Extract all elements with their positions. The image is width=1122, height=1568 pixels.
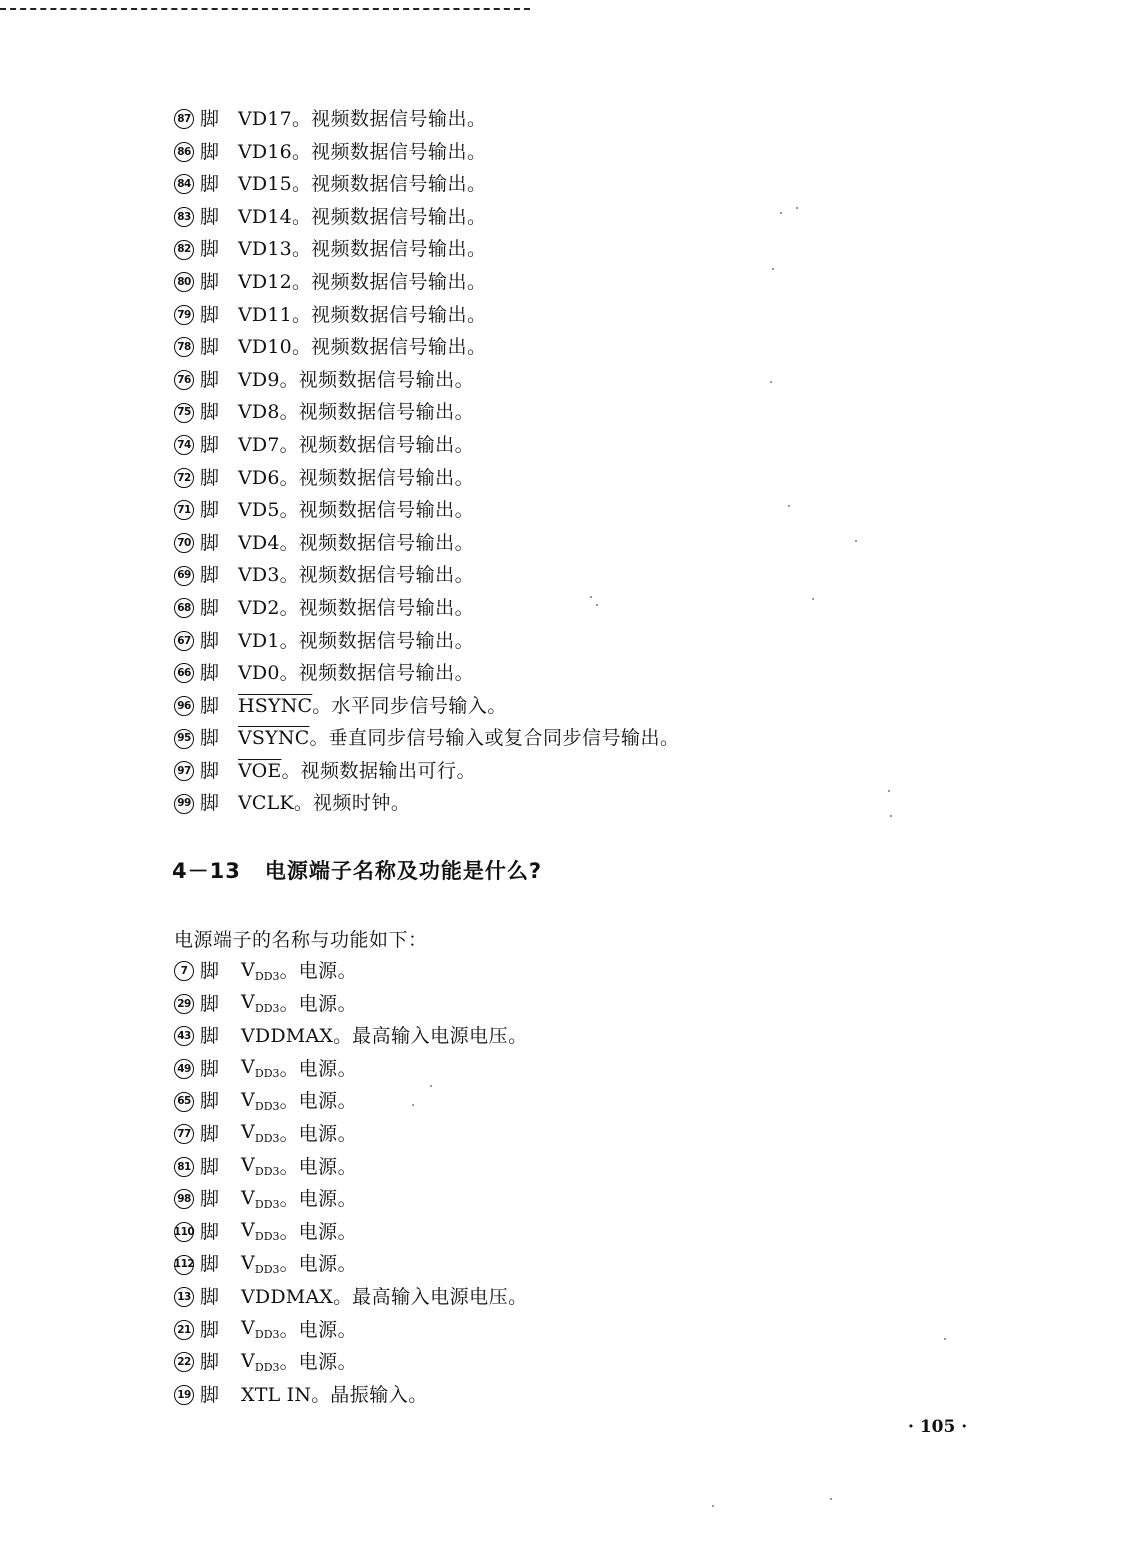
separator: 。 xyxy=(279,1318,299,1341)
scan-speck xyxy=(412,1104,414,1106)
signal-main: XTL IN xyxy=(241,1383,312,1406)
separator: 。 xyxy=(279,1188,299,1211)
separator: 。 xyxy=(281,759,301,782)
signal-name: VD6 xyxy=(238,466,280,489)
separator: 。 xyxy=(291,336,311,359)
signal-name xyxy=(241,1312,280,1348)
signal-subscript: DD3 xyxy=(254,1132,280,1146)
signal-name xyxy=(241,1281,333,1314)
pin-number-circle: 99 xyxy=(174,794,194,814)
separator: 。 xyxy=(293,792,313,815)
pin-number-circle: 80 xyxy=(174,272,194,292)
pin-row xyxy=(174,103,679,136)
pin-label: 脚 xyxy=(200,759,220,782)
pin-number-circle: 71 xyxy=(174,500,194,520)
pin-label: 脚 xyxy=(200,1253,220,1276)
scan-speck xyxy=(770,381,772,383)
separator: 。 xyxy=(279,531,299,554)
pin-row xyxy=(174,364,679,397)
section-number: 4－13 xyxy=(172,859,241,883)
signal-name xyxy=(241,1247,280,1283)
pin-description: 视频数据信号输出。 xyxy=(310,270,487,293)
pin-label: 脚 xyxy=(200,960,220,982)
pin-number-circle: 67 xyxy=(174,631,194,651)
scan-speck xyxy=(830,1498,832,1500)
pin-number-circle: 112 xyxy=(174,1255,194,1275)
signal-main: V xyxy=(241,1186,255,1209)
separator: 。 xyxy=(279,466,299,489)
pin-label: 脚 xyxy=(200,1155,220,1178)
pin-description: 电源。 xyxy=(298,1220,358,1243)
pin-row xyxy=(174,233,679,266)
pin-row xyxy=(174,787,679,820)
signal-name: VD9 xyxy=(238,368,280,391)
pin-label: 脚 xyxy=(200,662,220,685)
signal-name xyxy=(241,1345,280,1381)
pin-description: 视频数据信号输出。 xyxy=(298,531,475,554)
pin-row xyxy=(174,955,528,988)
signal-name xyxy=(241,1051,280,1087)
pin-row xyxy=(174,1118,528,1151)
pin-number-circle: 69 xyxy=(174,566,194,586)
pin-row xyxy=(174,201,679,234)
pin-number-circle: 84 xyxy=(174,174,194,194)
signal-subscript: DD3 xyxy=(254,1099,280,1113)
signal-name xyxy=(241,1116,280,1152)
pin-label: 脚 xyxy=(200,205,220,228)
scan-speck xyxy=(772,268,774,270)
signal-name xyxy=(241,1084,280,1120)
pin-number-circle: 86 xyxy=(174,142,194,162)
pin-label: 脚 xyxy=(200,499,220,522)
pin-description: 电源。 xyxy=(298,1090,358,1113)
power-pin-list xyxy=(174,955,528,1411)
pin-label: 脚 xyxy=(200,1188,220,1211)
pin-number-circle: 72 xyxy=(174,468,194,488)
pin-label: 脚 xyxy=(200,401,220,424)
pin-row xyxy=(174,1085,528,1118)
section-heading xyxy=(172,855,542,885)
signal-subscript: DD3 xyxy=(254,1197,280,1211)
pin-label: 脚 xyxy=(200,596,220,619)
signal-main: VDDMAX xyxy=(241,1285,334,1308)
signal-name: VD8 xyxy=(238,401,280,424)
pin-number-circle: 79 xyxy=(174,305,194,325)
pin-label: 脚 xyxy=(200,727,220,750)
scan-speck xyxy=(590,596,592,598)
signal-name: VD5 xyxy=(238,499,280,522)
pin-number-circle: 75 xyxy=(174,403,194,423)
scan-speck xyxy=(944,1338,946,1340)
scan-speck xyxy=(796,207,798,209)
pin-row xyxy=(174,625,679,658)
signal-subscript: DD3 xyxy=(254,969,280,983)
separator: 。 xyxy=(291,108,311,130)
scan-speck xyxy=(890,815,892,817)
pin-description: 视频数据信号输出。 xyxy=(298,466,475,489)
pin-number-circle: 68 xyxy=(174,598,194,618)
separator: 。 xyxy=(279,1155,299,1178)
pin-number-circle: 87 xyxy=(174,109,194,129)
scan-speck xyxy=(596,604,598,606)
pin-description: 电源。 xyxy=(298,1351,358,1374)
pin-description: 电源。 xyxy=(298,1253,358,1276)
pin-number-circle: 74 xyxy=(174,435,194,455)
pin-number-circle: 98 xyxy=(174,1189,194,1209)
separator: 。 xyxy=(279,433,299,456)
signal-name: VD14 xyxy=(238,205,292,228)
signal-subscript: DD3 xyxy=(254,1067,280,1081)
pin-row xyxy=(174,396,679,429)
scan-speck xyxy=(780,212,782,214)
separator: 。 xyxy=(279,629,299,652)
pin-label: 脚 xyxy=(200,531,220,554)
pin-number-circle: 13 xyxy=(174,1287,194,1307)
signal-name: VD12 xyxy=(238,270,292,293)
signal-main: V xyxy=(241,958,255,981)
signal-name xyxy=(241,986,280,1022)
pin-description: 最高输入电源电压。 xyxy=(352,1025,528,1048)
signal-subscript: DD3 xyxy=(254,1262,280,1276)
pin-row xyxy=(174,988,528,1021)
separator: 。 xyxy=(291,270,311,293)
signal-name xyxy=(241,1214,280,1250)
pin-label: 脚 xyxy=(200,433,220,456)
separator: 。 xyxy=(312,694,332,717)
pin-number-circle: 78 xyxy=(174,337,194,357)
pin-label: 脚 xyxy=(200,1025,220,1048)
signal-main: V xyxy=(241,1088,255,1111)
pin-label: 脚 xyxy=(200,1057,220,1080)
pin-number-circle: 83 xyxy=(174,207,194,227)
separator: 。 xyxy=(291,238,311,261)
signal-name: VSYNC xyxy=(238,727,310,750)
separator: 。 xyxy=(279,368,299,391)
pin-label: 脚 xyxy=(200,173,220,196)
pin-description: 视频数据信号输出。 xyxy=(310,336,487,359)
pin-row xyxy=(174,1379,528,1412)
section-title-text: 电源端子名称及功能是什么? xyxy=(264,859,543,883)
pin-label: 脚 xyxy=(200,1285,220,1308)
pin-label: 脚 xyxy=(200,992,220,1015)
pin-number-circle: 43 xyxy=(174,1026,194,1046)
pin-label: 脚 xyxy=(200,792,220,815)
signal-name: VD17 xyxy=(238,108,292,130)
pin-row xyxy=(174,690,679,723)
signal-subscript: DD3 xyxy=(254,1165,280,1179)
pin-row xyxy=(174,1248,528,1281)
separator: 。 xyxy=(279,1220,299,1243)
signal-name: VD7 xyxy=(238,433,280,456)
pin-description: 视频数据信号输出。 xyxy=(298,368,475,391)
signal-main: V xyxy=(241,1121,255,1144)
signal-name xyxy=(241,1379,311,1412)
signal-name: VD3 xyxy=(238,564,280,587)
pin-description: 视频数据信号输出。 xyxy=(310,108,487,130)
signal-name: VD13 xyxy=(238,238,292,261)
signal-main: V xyxy=(241,991,255,1014)
pin-description: 电源。 xyxy=(298,1122,358,1145)
pin-description: 视频数据信号输出。 xyxy=(298,401,475,424)
pin-number-circle: 110 xyxy=(174,1222,194,1242)
scan-speck xyxy=(812,598,814,600)
pin-number-circle: 82 xyxy=(174,240,194,260)
separator: 。 xyxy=(279,499,299,522)
pin-row xyxy=(174,755,679,788)
scan-speck xyxy=(712,1505,714,1507)
separator: 。 xyxy=(279,1122,299,1145)
pin-description: 视频数据信号输出。 xyxy=(298,564,475,587)
pin-row xyxy=(174,657,679,690)
pin-label: 脚 xyxy=(200,564,220,587)
pin-label: 脚 xyxy=(200,108,220,130)
separator: 。 xyxy=(309,727,329,750)
pin-row xyxy=(174,527,679,560)
pin-row xyxy=(174,331,679,364)
pin-number-circle: 7 xyxy=(174,961,194,981)
signal-name: VD2 xyxy=(238,596,280,619)
pin-label: 脚 xyxy=(200,303,220,326)
pin-row xyxy=(174,592,679,625)
pin-label: 脚 xyxy=(200,238,220,261)
signal-name: VD1 xyxy=(238,629,280,652)
pin-number-circle: 96 xyxy=(174,696,194,716)
separator: 。 xyxy=(279,1253,299,1276)
separator: 。 xyxy=(279,992,299,1015)
signal-name xyxy=(241,954,280,990)
signal-name: VD16 xyxy=(238,140,292,163)
video-pin-list xyxy=(174,103,679,820)
pin-description: 晶振输入。 xyxy=(330,1383,428,1406)
pin-label: 脚 xyxy=(200,694,220,717)
pin-row xyxy=(174,1346,528,1379)
pin-number-circle: 66 xyxy=(174,663,194,683)
separator: 。 xyxy=(291,140,311,163)
signal-main: V xyxy=(241,1154,255,1177)
page-number: · 105 · xyxy=(908,1417,968,1437)
pin-description: 电源。 xyxy=(298,1057,358,1080)
pin-description: 视频数据输出可行。 xyxy=(300,759,476,782)
separator: 。 xyxy=(291,205,311,228)
signal-name xyxy=(241,1149,280,1185)
pin-description: 视频数据信号输出。 xyxy=(310,205,487,228)
signal-subscript: DD3 xyxy=(254,1230,280,1244)
pin-row xyxy=(174,462,679,495)
pin-label: 脚 xyxy=(200,1383,220,1406)
pin-number-circle: 97 xyxy=(174,761,194,781)
pin-description: 视频数据信号输出。 xyxy=(310,303,487,326)
scan-speck xyxy=(888,790,890,792)
pin-label: 脚 xyxy=(200,1220,220,1243)
pin-row xyxy=(174,1151,528,1184)
pin-number-circle: 77 xyxy=(174,1124,194,1144)
signal-name: HSYNC xyxy=(238,694,313,717)
separator: 。 xyxy=(291,173,311,196)
pin-number-circle: 22 xyxy=(174,1352,194,1372)
signal-main: VDDMAX xyxy=(241,1025,334,1048)
pin-number-circle: 29 xyxy=(174,994,194,1014)
pin-description: 电源。 xyxy=(298,992,358,1015)
signal-main: V xyxy=(241,1251,255,1274)
pin-label: 脚 xyxy=(200,466,220,489)
pin-description: 视频数据信号输出。 xyxy=(298,433,475,456)
pin-label: 脚 xyxy=(200,1122,220,1145)
pin-number-circle: 49 xyxy=(174,1059,194,1079)
pin-description: 视频数据信号输出。 xyxy=(310,173,487,196)
scan-speck xyxy=(430,1085,432,1087)
separator: 。 xyxy=(279,1090,299,1113)
separator: 。 xyxy=(311,1383,331,1406)
pin-label: 脚 xyxy=(200,140,220,163)
pin-description: 垂直同步信号输入或复合同步信号输出。 xyxy=(328,727,680,750)
pin-description: 电源。 xyxy=(298,1318,358,1341)
signal-main: V xyxy=(241,1219,255,1242)
signal-name: VD11 xyxy=(238,303,292,326)
pin-row xyxy=(174,1281,528,1314)
pin-description: 最高输入电源电压。 xyxy=(352,1285,528,1308)
intro-paragraph: 电源端子的名称与功能如下： xyxy=(174,929,428,951)
signal-main: V xyxy=(241,1317,255,1340)
pin-label: 脚 xyxy=(200,270,220,293)
pin-number-circle: 95 xyxy=(174,729,194,749)
pin-description: 视频数据信号输出。 xyxy=(298,629,475,652)
pin-description: 视频数据信号输出。 xyxy=(310,238,487,261)
separator: 。 xyxy=(279,564,299,587)
pin-row xyxy=(174,1183,528,1216)
separator: 。 xyxy=(291,303,311,326)
signal-name: VD10 xyxy=(238,336,292,359)
pin-number-circle: 81 xyxy=(174,1157,194,1177)
pin-description: 视频时钟。 xyxy=(312,792,411,815)
pin-number-circle: 21 xyxy=(174,1320,194,1340)
pin-row xyxy=(174,299,679,332)
pin-label: 脚 xyxy=(200,1351,220,1374)
signal-main: V xyxy=(241,1056,255,1079)
pin-number-circle: 19 xyxy=(174,1385,194,1405)
pin-label: 脚 xyxy=(200,1318,220,1341)
pin-row xyxy=(174,168,679,201)
separator: 。 xyxy=(279,596,299,619)
top-dashed-rule xyxy=(0,8,530,10)
pin-label: 脚 xyxy=(200,336,220,359)
signal-subscript: DD3 xyxy=(254,1328,280,1342)
pin-row xyxy=(174,722,679,755)
pin-row xyxy=(174,494,679,527)
pin-row xyxy=(174,1053,528,1086)
pin-number-circle: 65 xyxy=(174,1092,194,1112)
pin-description: 电源。 xyxy=(298,1155,358,1178)
pin-row xyxy=(174,1314,528,1347)
pin-description: 水平同步信号输入。 xyxy=(331,694,507,717)
signal-name: VCLK xyxy=(238,792,294,815)
pin-description: 视频数据信号输出。 xyxy=(298,662,475,685)
pin-row xyxy=(174,1216,528,1249)
pin-number-circle: 76 xyxy=(174,370,194,390)
signal-name: VD4 xyxy=(238,531,280,554)
pin-description: 电源。 xyxy=(298,960,358,982)
pin-row xyxy=(174,559,679,592)
separator: 。 xyxy=(279,401,299,424)
pin-row xyxy=(174,266,679,299)
separator: 。 xyxy=(279,1057,299,1080)
separator: 。 xyxy=(279,1351,299,1374)
pin-number-circle: 70 xyxy=(174,533,194,553)
signal-subscript: DD3 xyxy=(254,1360,280,1374)
signal-subscript: DD3 xyxy=(254,1002,280,1016)
scan-speck xyxy=(788,505,790,507)
pin-label: 脚 xyxy=(200,1090,220,1113)
pin-row xyxy=(174,136,679,169)
pin-label: 脚 xyxy=(200,629,220,652)
signal-name xyxy=(241,1020,333,1053)
separator: 。 xyxy=(333,1285,353,1308)
pin-description: 视频数据信号输出。 xyxy=(310,140,487,163)
pin-description: 电源。 xyxy=(298,1188,358,1211)
separator: 。 xyxy=(333,1025,353,1048)
signal-name: VD0 xyxy=(238,662,280,685)
pin-description: 视频数据信号输出。 xyxy=(298,499,475,522)
separator: 。 xyxy=(279,960,299,982)
signal-name xyxy=(241,1182,280,1218)
pin-row xyxy=(174,1020,528,1053)
pin-description: 视频数据信号输出。 xyxy=(298,596,475,619)
signal-name: $\overline{VOE}$ xyxy=(238,759,282,782)
signal-main: V xyxy=(241,1349,255,1372)
signal-name: VD15 xyxy=(238,173,292,196)
pin-label: 脚 xyxy=(200,368,220,391)
pin-row xyxy=(174,429,679,462)
separator: 。 xyxy=(279,662,299,685)
scan-speck xyxy=(855,540,857,542)
